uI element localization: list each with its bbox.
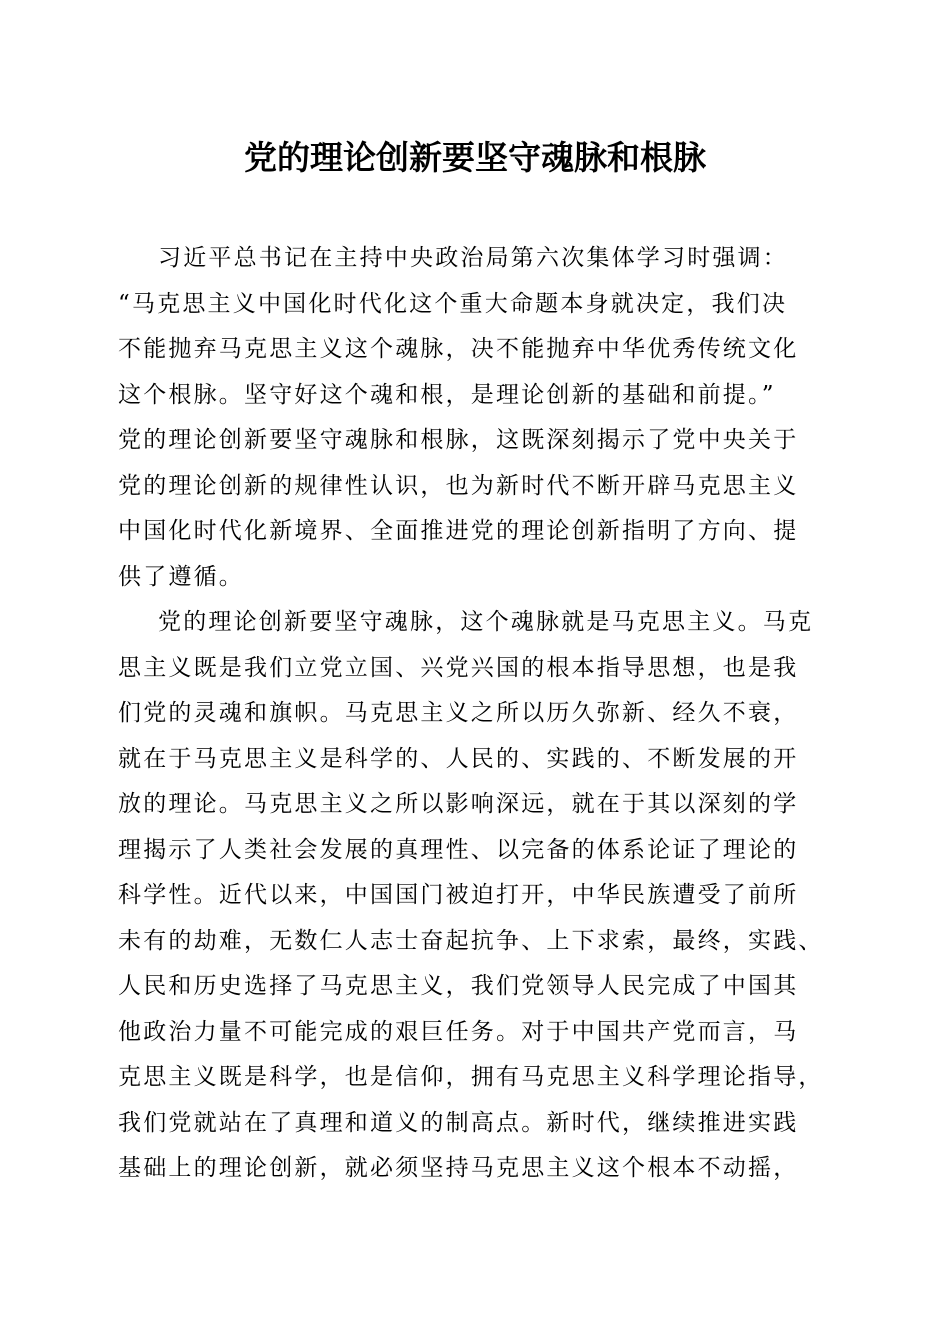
text-line: 习近平总书记在主持中央政治局第六次集体学习时强调： bbox=[158, 245, 788, 271]
text-line: 供了遵循。 bbox=[118, 563, 244, 590]
text-line: 党的理论创新的规律性认识，也为新时代不断开辟马克思主义 bbox=[118, 472, 799, 499]
text-line: 就在于马克思主义是科学的、人民的、实践的、不断发展的开 bbox=[118, 745, 799, 772]
text-line: 未有的劫难，无数仁人志士奋起抗争、上下求索，最终，实践、 bbox=[118, 927, 824, 954]
text-line: 思主义既是我们立党立国、兴党兴国的根本指导思想，也是我 bbox=[118, 654, 799, 681]
page-title: 党的理论创新要坚守魂脉和根脉 bbox=[244, 138, 706, 177]
text-line: 这个根脉。坚守好这个魂和根，是理论创新的基础和前提。” bbox=[118, 381, 776, 408]
text-line: 人民和历史选择了马克思主义，我们党领导人民完成了中国其 bbox=[118, 973, 799, 999]
text-line: 理揭示了人类社会发展的真理性、以完备的体系论证了理论的 bbox=[118, 836, 799, 863]
text-line: 党的理论创新要坚守魂脉，这个魂脉就是马克思主义。马克 bbox=[158, 609, 814, 635]
text-line: 基础上的理论创新，就必须坚持马克思主义这个根本不动摇， bbox=[118, 1155, 799, 1181]
text-line: 他政治力量不可能完成的艰巨任务。对于中国共产党而言，马 bbox=[118, 1018, 799, 1045]
text-line: 们党的灵魂和旗帜。马克思主义之所以历久弥新、经久不衰， bbox=[118, 700, 799, 726]
text-line: 克思主义既是科学，也是信仰，拥有马克思主义科学理论指导， bbox=[118, 1064, 824, 1090]
text-line: 党的理论创新要坚守魂脉和根脉，这既深刻揭示了党中央关于 bbox=[118, 427, 799, 453]
text-line: 不能抛弃马克思主义这个魂脉，决不能抛弃中华优秀传统文化 bbox=[118, 336, 799, 362]
text-line: 科学性。近代以来，中国国门被迫打开，中华民族遭受了前所 bbox=[118, 882, 799, 908]
document-body bbox=[118, 236, 830, 1192]
text-line: 放的理论。马克思主义之所以影响深远，就在于其以深刻的学 bbox=[118, 791, 799, 817]
paragraph bbox=[118, 236, 830, 600]
paragraph bbox=[118, 600, 830, 1192]
text-line: 中国化时代化新境界、全面推进党的理论创新指明了方向、提 bbox=[118, 518, 799, 544]
text-line: 我们党就站在了真理和道义的制高点。新时代，继续推进实践 bbox=[118, 1109, 799, 1136]
text-line: “马克思主义中国化时代化这个重大命题本身就决定，我们决 bbox=[118, 290, 788, 317]
